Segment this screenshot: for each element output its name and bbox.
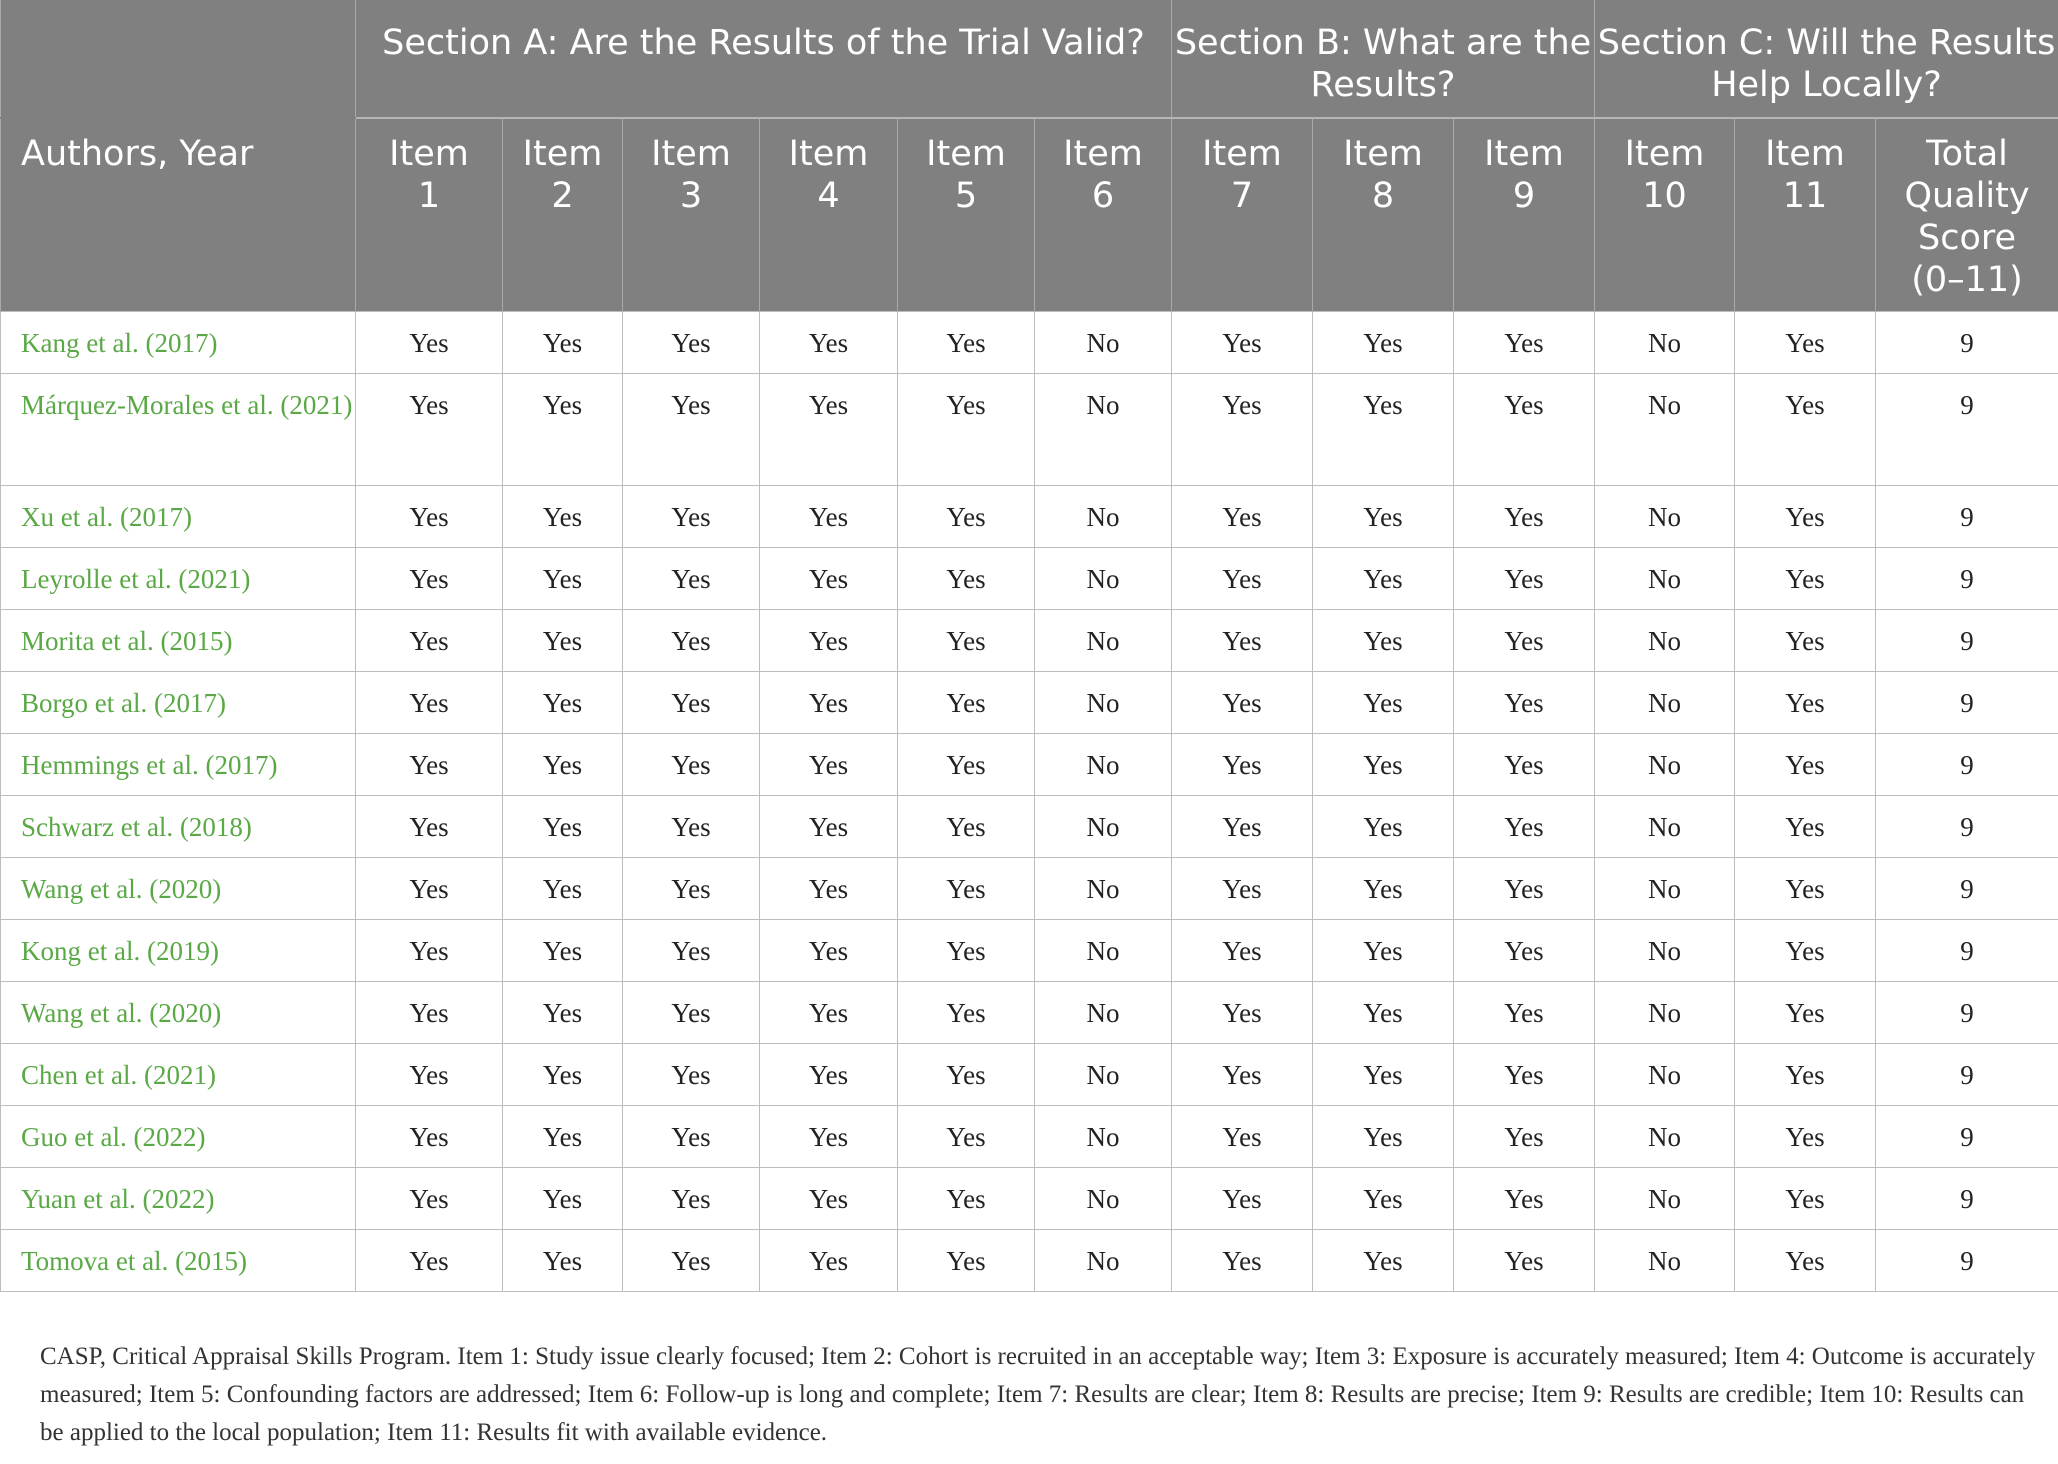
- total-score-cell: 9: [1876, 919, 2058, 981]
- item-10-cell: No: [1595, 919, 1735, 981]
- item-6-cell: No: [1035, 547, 1172, 609]
- item-4-cell: Yes: [760, 1043, 898, 1105]
- item-8-cell: Yes: [1313, 1043, 1454, 1105]
- section-header-2: Section B: What are the Results?: [1172, 0, 1595, 118]
- item-11-header: [1735, 118, 1876, 311]
- item-7-cell: Yes: [1172, 1229, 1313, 1291]
- header-line: Item: [1343, 134, 1423, 174]
- item-1-cell: Yes: [356, 485, 503, 547]
- table-row: [1, 609, 2058, 671]
- header-line: Item: [1063, 134, 1143, 174]
- item-3-cell: Yes: [623, 919, 760, 981]
- item-5-cell: Yes: [898, 857, 1035, 919]
- item-11-cell: Yes: [1735, 485, 1876, 547]
- item-4-cell: Yes: [760, 547, 898, 609]
- table-row: [1, 1229, 2058, 1291]
- item-5-cell: Yes: [898, 547, 1035, 609]
- item-9-header: [1454, 118, 1595, 311]
- total-score-cell: 9: [1876, 733, 2058, 795]
- item-3-header: [623, 118, 760, 311]
- author-year-link[interactable]: Wang et al. (2020): [1, 981, 356, 1043]
- table-row: [1, 733, 2058, 795]
- item-1-cell: Yes: [356, 373, 503, 485]
- item-4-cell: Yes: [760, 1105, 898, 1167]
- table-row: [1, 1105, 2058, 1167]
- item-4-cell: Yes: [760, 1229, 898, 1291]
- header-line: 2: [551, 176, 574, 216]
- header-line: 6: [1091, 176, 1115, 216]
- item-6-cell: No: [1035, 919, 1172, 981]
- item-11-cell: Yes: [1735, 1105, 1876, 1167]
- header-line: Item: [1765, 134, 1845, 174]
- section-header-empty: [1, 0, 356, 118]
- item-6-cell: No: [1035, 1167, 1172, 1229]
- author-year-link[interactable]: Kong et al. (2019): [1, 919, 356, 981]
- item-9-cell: Yes: [1454, 609, 1595, 671]
- author-year-link[interactable]: Yuan et al. (2022): [1, 1167, 356, 1229]
- author-year-link[interactable]: Tomova et al. (2015): [1, 1229, 356, 1291]
- item-7-cell: Yes: [1172, 373, 1313, 485]
- author-year-link[interactable]: Leyrolle et al. (2021): [1, 547, 356, 609]
- item-2-cell: Yes: [503, 671, 623, 733]
- item-11-cell: Yes: [1735, 547, 1876, 609]
- total-score-cell: 9: [1876, 547, 2058, 609]
- item-10-cell: No: [1595, 795, 1735, 857]
- item-2-cell: Yes: [503, 1167, 623, 1229]
- item-10-cell: No: [1595, 1105, 1735, 1167]
- item-2-cell: Yes: [503, 1229, 623, 1291]
- total-score-cell: 9: [1876, 485, 2058, 547]
- header-line: Item: [389, 134, 469, 174]
- item-2-cell: Yes: [503, 311, 623, 373]
- author-year-link[interactable]: Xu et al. (2017): [1, 485, 356, 547]
- item-10-cell: No: [1595, 373, 1735, 485]
- item-5-cell: Yes: [898, 373, 1035, 485]
- item-7-header: [1172, 118, 1313, 311]
- item-5-cell: Yes: [898, 485, 1035, 547]
- item-7-cell: Yes: [1172, 1167, 1313, 1229]
- item-2-cell: Yes: [503, 795, 623, 857]
- item-5-cell: Yes: [898, 1105, 1035, 1167]
- item-9-cell: Yes: [1454, 373, 1595, 485]
- item-3-cell: Yes: [623, 981, 760, 1043]
- item-4-cell: Yes: [760, 1167, 898, 1229]
- item-1-cell: Yes: [356, 547, 503, 609]
- author-year-link[interactable]: Márquez-Morales et al. (2021): [1, 373, 356, 485]
- item-9-cell: Yes: [1454, 1229, 1595, 1291]
- item-2-cell: Yes: [503, 857, 623, 919]
- author-year-link[interactable]: Chen et al. (2021): [1, 1043, 356, 1105]
- item-8-header: [1313, 118, 1454, 311]
- item-3-cell: Yes: [623, 733, 760, 795]
- item-7-cell: Yes: [1172, 919, 1313, 981]
- item-11-cell: Yes: [1735, 1043, 1876, 1105]
- author-year-link[interactable]: Borgo et al. (2017): [1, 671, 356, 733]
- item-11-cell: Yes: [1735, 1229, 1876, 1291]
- header-line: (0–11): [1911, 260, 2023, 300]
- item-3-cell: Yes: [623, 857, 760, 919]
- table-row: [1, 311, 2058, 373]
- item-7-cell: Yes: [1172, 609, 1313, 671]
- item-10-cell: No: [1595, 733, 1735, 795]
- total-score-cell: 9: [1876, 857, 2058, 919]
- item-2-cell: Yes: [503, 1043, 623, 1105]
- item-6-header: [1035, 118, 1172, 311]
- item-11-cell: Yes: [1735, 919, 1876, 981]
- item-2-cell: Yes: [503, 547, 623, 609]
- item-2-cell: Yes: [503, 373, 623, 485]
- total-score-cell: 9: [1876, 795, 2058, 857]
- item-3-cell: Yes: [623, 373, 760, 485]
- item-5-cell: Yes: [898, 1229, 1035, 1291]
- total-score-cell: 9: [1876, 671, 2058, 733]
- item-4-cell: Yes: [760, 733, 898, 795]
- item-4-cell: Yes: [760, 795, 898, 857]
- item-10-cell: No: [1595, 609, 1735, 671]
- section-header-3: Section C: Will the Results Help Locally?: [1595, 0, 2058, 118]
- item-1-cell: Yes: [356, 857, 503, 919]
- item-1-cell: Yes: [356, 1043, 503, 1105]
- item-5-cell: Yes: [898, 671, 1035, 733]
- table-row: [1, 795, 2058, 857]
- item-3-cell: Yes: [623, 547, 760, 609]
- item-9-cell: Yes: [1454, 1043, 1595, 1105]
- item-9-cell: Yes: [1454, 919, 1595, 981]
- item-5-cell: Yes: [898, 733, 1035, 795]
- header-line: 3: [679, 176, 703, 216]
- item-2-cell: Yes: [503, 919, 623, 981]
- total-score-cell: 9: [1876, 1167, 2058, 1229]
- item-3-cell: Yes: [623, 1167, 760, 1229]
- total-score-cell: 9: [1876, 311, 2058, 373]
- author-year-link[interactable]: Kang et al. (2017): [1, 311, 356, 373]
- item-10-cell: No: [1595, 981, 1735, 1043]
- total-score-cell: 9: [1876, 1229, 2058, 1291]
- item-8-cell: Yes: [1313, 733, 1454, 795]
- header-line: Item: [926, 134, 1006, 174]
- item-6-cell: No: [1035, 671, 1172, 733]
- table-row: [1, 981, 2058, 1043]
- item-4-cell: Yes: [760, 857, 898, 919]
- item-8-cell: Yes: [1313, 919, 1454, 981]
- item-6-cell: No: [1035, 1229, 1172, 1291]
- item-11-cell: Yes: [1735, 733, 1876, 795]
- item-2-cell: Yes: [503, 981, 623, 1043]
- item-8-cell: Yes: [1313, 857, 1454, 919]
- header-line: Item: [522, 134, 603, 174]
- item-4-cell: Yes: [760, 919, 898, 981]
- item-4-cell: Yes: [760, 485, 898, 547]
- item-9-cell: Yes: [1454, 733, 1595, 795]
- item-5-cell: Yes: [898, 609, 1035, 671]
- item-10-cell: No: [1595, 485, 1735, 547]
- item-7-cell: Yes: [1172, 671, 1313, 733]
- item-1-cell: Yes: [356, 1105, 503, 1167]
- section-header-row: [1, 0, 2058, 118]
- item-3-cell: Yes: [623, 1105, 760, 1167]
- item-4-cell: Yes: [760, 311, 898, 373]
- table-footnote: CASP, Critical Appraisal Skills Program. Item 1: Study issue clearly focused; Item 2: Cohort is recruited in an acceptable way; Item 3: Exposure is accurately measured; Item 4: Outcome is accurately measured; Item 5: Confounding factors are addressed; Item 6: Follow-up is long and complete; Item 7: Results are clear; Item 8: Results are precise; Item 9: Results are credible; Item 10: Results can be applied to the local population; Item 11: Results fit with available evidence.: [40, 1343, 2036, 1446]
- item-4-cell: Yes: [760, 671, 898, 733]
- item-8-cell: Yes: [1313, 981, 1454, 1043]
- header-line: 9: [1512, 176, 1536, 216]
- author-year-link[interactable]: Wang et al. (2020): [1, 857, 356, 919]
- item-7-cell: Yes: [1172, 1105, 1313, 1167]
- item-1-cell: Yes: [356, 1229, 503, 1291]
- item-6-cell: No: [1035, 981, 1172, 1043]
- item-10-cell: No: [1595, 1229, 1735, 1291]
- item-11-cell: Yes: [1735, 857, 1876, 919]
- item-6-cell: No: [1035, 857, 1172, 919]
- header-line: Total: [1926, 134, 2008, 174]
- item-5-header: [898, 118, 1035, 311]
- item-1-cell: Yes: [356, 1167, 503, 1229]
- item-6-cell: No: [1035, 373, 1172, 485]
- item-5-cell: Yes: [898, 1167, 1035, 1229]
- header-line: 8: [1371, 176, 1395, 216]
- item-8-cell: Yes: [1313, 373, 1454, 485]
- item-10-cell: No: [1595, 1167, 1735, 1229]
- item-2-cell: Yes: [503, 609, 623, 671]
- table-row: [1, 857, 2058, 919]
- header-line: Item: [788, 134, 869, 174]
- item-1-cell: Yes: [356, 795, 503, 857]
- item-9-cell: Yes: [1454, 795, 1595, 857]
- section-header-1: Section A: Are the Results of the Trial Valid?: [356, 0, 1172, 118]
- item-9-cell: Yes: [1454, 1167, 1595, 1229]
- item-3-cell: Yes: [623, 795, 760, 857]
- item-9-cell: Yes: [1454, 981, 1595, 1043]
- header-line: Item: [1624, 134, 1705, 174]
- item-2-cell: Yes: [503, 485, 623, 547]
- item-8-cell: Yes: [1313, 609, 1454, 671]
- item-9-cell: Yes: [1454, 547, 1595, 609]
- header-line: 1: [417, 176, 441, 216]
- item-7-cell: Yes: [1172, 1043, 1313, 1105]
- item-2-cell: Yes: [503, 1105, 623, 1167]
- item-8-cell: Yes: [1313, 1105, 1454, 1167]
- item-10-cell: No: [1595, 1043, 1735, 1105]
- header-line: Item: [651, 134, 731, 174]
- item-6-cell: No: [1035, 795, 1172, 857]
- item-8-cell: Yes: [1313, 1167, 1454, 1229]
- header-line: Item: [1202, 134, 1282, 174]
- item-2-cell: Yes: [503, 733, 623, 795]
- item-9-cell: Yes: [1454, 857, 1595, 919]
- header-line: 4: [817, 176, 840, 216]
- item-5-cell: Yes: [898, 981, 1035, 1043]
- item-11-cell: Yes: [1735, 671, 1876, 733]
- item-6-cell: No: [1035, 311, 1172, 373]
- item-6-cell: No: [1035, 485, 1172, 547]
- item-3-cell: Yes: [623, 1229, 760, 1291]
- author-year-link[interactable]: Guo et al. (2022): [1, 1105, 356, 1167]
- item-6-cell: No: [1035, 733, 1172, 795]
- item-11-cell: Yes: [1735, 609, 1876, 671]
- item-7-cell: Yes: [1172, 857, 1313, 919]
- table-row: [1, 485, 2058, 547]
- header-line: 7: [1230, 176, 1254, 216]
- item-10-cell: No: [1595, 671, 1735, 733]
- item-2-header: [503, 118, 623, 311]
- item-8-cell: Yes: [1313, 485, 1454, 547]
- item-3-cell: Yes: [623, 671, 760, 733]
- table-row: [1, 1043, 2058, 1105]
- total-quality-score-header: [1876, 118, 2058, 311]
- table-row: [1, 373, 2058, 485]
- header-line: Quality: [1904, 176, 2030, 216]
- author-year-link[interactable]: Schwarz et al. (2018): [1, 795, 356, 857]
- item-3-cell: Yes: [623, 485, 760, 547]
- item-4-cell: Yes: [760, 981, 898, 1043]
- header-line: 5: [954, 176, 978, 216]
- header-line: 10: [1642, 176, 1687, 216]
- item-5-cell: Yes: [898, 795, 1035, 857]
- header-line: 11: [1782, 176, 1828, 216]
- item-10-header: [1595, 118, 1735, 311]
- item-8-cell: Yes: [1313, 1229, 1454, 1291]
- item-5-cell: Yes: [898, 1043, 1035, 1105]
- item-6-cell: No: [1035, 1043, 1172, 1105]
- item-1-cell: Yes: [356, 311, 503, 373]
- header-line: Authors, Year: [21, 134, 254, 174]
- item-10-cell: No: [1595, 311, 1735, 373]
- item-3-cell: Yes: [623, 311, 760, 373]
- item-6-cell: No: [1035, 1105, 1172, 1167]
- item-4-header: [760, 118, 898, 311]
- item-5-cell: Yes: [898, 919, 1035, 981]
- item-1-header: [356, 118, 503, 311]
- header-line: Score: [1918, 218, 2017, 258]
- item-1-cell: Yes: [356, 609, 503, 671]
- item-1-cell: Yes: [356, 981, 503, 1043]
- table-row: [1, 547, 2058, 609]
- author-year-link[interactable]: Hemmings et al. (2017): [1, 733, 356, 795]
- item-8-cell: Yes: [1313, 671, 1454, 733]
- table-body: [1, 311, 2058, 1291]
- item-3-cell: Yes: [623, 609, 760, 671]
- total-score-cell: 9: [1876, 373, 2058, 485]
- item-1-cell: Yes: [356, 671, 503, 733]
- item-7-cell: Yes: [1172, 311, 1313, 373]
- item-8-cell: Yes: [1313, 547, 1454, 609]
- total-score-cell: 9: [1876, 1043, 2058, 1105]
- item-9-cell: Yes: [1454, 485, 1595, 547]
- item-11-cell: Yes: [1735, 795, 1876, 857]
- table-row: [1, 919, 2058, 981]
- item-11-cell: Yes: [1735, 311, 1876, 373]
- header-line: Item: [1484, 134, 1564, 174]
- item-11-cell: Yes: [1735, 373, 1876, 485]
- total-score-cell: 9: [1876, 609, 2058, 671]
- table-row: [1, 1167, 2058, 1229]
- item-11-cell: Yes: [1735, 981, 1876, 1043]
- item-11-cell: Yes: [1735, 1167, 1876, 1229]
- item-7-cell: Yes: [1172, 733, 1313, 795]
- item-7-cell: Yes: [1172, 547, 1313, 609]
- item-7-cell: Yes: [1172, 485, 1313, 547]
- author-year-link[interactable]: Morita et al. (2015): [1, 609, 356, 671]
- item-1-cell: Yes: [356, 919, 503, 981]
- item-8-cell: Yes: [1313, 311, 1454, 373]
- item-7-cell: Yes: [1172, 795, 1313, 857]
- item-9-cell: Yes: [1454, 671, 1595, 733]
- column-header-row: [1, 118, 2058, 311]
- total-score-cell: 9: [1876, 981, 2058, 1043]
- table-row: [1, 671, 2058, 733]
- item-4-cell: Yes: [760, 373, 898, 485]
- item-7-cell: Yes: [1172, 981, 1313, 1043]
- item-6-cell: No: [1035, 609, 1172, 671]
- item-3-cell: Yes: [623, 1043, 760, 1105]
- item-1-cell: Yes: [356, 733, 503, 795]
- item-9-cell: Yes: [1454, 1105, 1595, 1167]
- item-10-cell: No: [1595, 547, 1735, 609]
- total-score-cell: 9: [1876, 1105, 2058, 1167]
- item-9-cell: Yes: [1454, 311, 1595, 373]
- item-4-cell: Yes: [760, 609, 898, 671]
- item-10-cell: No: [1595, 857, 1735, 919]
- item-5-cell: Yes: [898, 311, 1035, 373]
- authors-year-header: [1, 118, 356, 311]
- item-8-cell: Yes: [1313, 795, 1454, 857]
